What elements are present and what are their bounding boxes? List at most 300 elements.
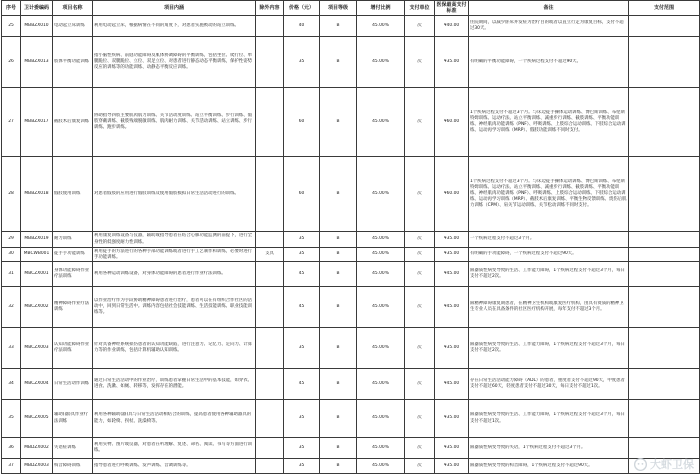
cell-text: 利用各种辅助(器)具与日常生活活动相结合的训练，提高患者使用各种辅助器具的能力，如轮椅、拐杖、洗澡椅等。	[94, 412, 252, 424]
cell-content	[93, 369, 256, 400]
table-row	[2, 400, 700, 438]
cell-name	[53, 328, 93, 369]
cell-text: 33	[8, 344, 14, 350]
cell-text: ¥35.00	[443, 444, 460, 450]
cell-text: 27	[8, 118, 14, 124]
medical-service-table	[1, 0, 700, 474]
cell-excluded	[256, 157, 284, 232]
cell-text: 29	[8, 236, 14, 242]
cell-text: 45.00%	[372, 118, 389, 124]
cell-text: 肢体平衡功能训练	[54, 58, 90, 64]
cell-text: 指导患者进行呼吸训练、发声训练、音调训练等。	[94, 462, 191, 468]
cell-text: 利用电动起立床，根据病情在不同的角度下，对患者实施被动的站立训练。	[94, 22, 239, 28]
cell-text: 一个疾病过程支付不超过3个月。	[470, 236, 535, 242]
table-row	[2, 232, 700, 248]
cell-unit	[405, 37, 435, 88]
cell-ratio	[357, 88, 405, 157]
cell-text: 60	[298, 190, 305, 196]
cell-content	[93, 248, 256, 262]
cell-text: 次	[417, 190, 422, 196]
cell-text: ¥35.00	[443, 462, 460, 468]
cell-grade	[320, 37, 357, 88]
cell-text: 电动起立床训练	[54, 22, 85, 28]
cell-text: MBCZX003	[24, 344, 49, 350]
cell-scope	[629, 262, 700, 287]
cell-no	[2, 328, 21, 369]
cell-text: 构音障碍训练	[54, 462, 81, 468]
table-row	[2, 248, 700, 262]
header-price: 价格（元）	[284, 1, 320, 16]
cell-text: B	[336, 190, 340, 196]
cell-remark	[469, 37, 629, 88]
cell-code	[21, 438, 53, 459]
cell-price	[284, 232, 320, 248]
cell-text: 45	[298, 270, 305, 276]
cell-text: ¥35.00	[443, 251, 460, 257]
cell-ratio	[357, 37, 405, 88]
cell-text: B	[336, 462, 340, 468]
table-row	[2, 16, 700, 37]
cell-excluded	[256, 459, 284, 474]
cell-content	[93, 157, 256, 232]
cell-text: 利用实物、图片或仪器，对患者在听理解、复述、命名、阅读、书写等方面进行训练。	[94, 441, 253, 453]
cell-code	[21, 16, 53, 37]
cell-text: 限器质性病变导致的失语，1个疾病过程支付不超过3个月。	[470, 444, 586, 450]
cell-ratio	[357, 287, 405, 328]
cell-text: 35	[298, 58, 305, 64]
cell-text: ¥60.00	[443, 190, 460, 196]
cell-text: 协助指导四肢主要肌肉肌力训练、关节活动度训练、站立平衡训练、步行训练、假肢穿戴训练、截肢残端脱敏训练、肌肉耐力训练、关节活动训练、站立训练、步行训练、跑步训练。	[94, 112, 253, 131]
cell-text: 次	[417, 415, 422, 421]
cell-text: 35	[8, 415, 14, 421]
cell-text: ¥35.00	[443, 236, 460, 242]
cell-price	[284, 262, 320, 287]
cell-excluded	[256, 400, 284, 438]
cell-text: 精神障碍作业疗法训练	[54, 300, 90, 312]
cell-code	[21, 248, 53, 262]
cell-text: B	[336, 236, 340, 242]
cell-unit	[405, 248, 435, 262]
cell-text: 35	[298, 444, 305, 450]
header-no: 序号	[2, 1, 21, 16]
cell-text: 利用各种运动训练设备，对身体功能障碍的患者进行作业疗法训练。	[94, 270, 226, 276]
cell-code	[21, 400, 53, 438]
table-row	[2, 459, 700, 474]
cell-price	[284, 400, 320, 438]
cell-text: 34	[8, 380, 14, 386]
cell-content	[93, 438, 256, 459]
cell-excluded	[256, 37, 284, 88]
cell-grade	[320, 232, 357, 248]
cell-text: 28	[8, 190, 14, 196]
cell-scope	[629, 88, 700, 157]
cell-text: B	[336, 380, 340, 386]
cell-remark	[469, 88, 629, 157]
cell-text: B	[336, 270, 340, 276]
header-grade: 项目等级	[320, 1, 357, 16]
cell-scope	[629, 369, 700, 400]
cell-no	[2, 262, 21, 287]
cell-text: 认知功能障碍作业疗法训练	[54, 341, 90, 353]
cell-text: ¥35.00	[443, 58, 460, 64]
cell-text: 失语症训练	[54, 444, 76, 450]
cell-text: 35	[298, 462, 305, 468]
cell-text: B	[336, 415, 340, 421]
cell-code	[21, 287, 53, 328]
cell-no	[2, 287, 21, 328]
cell-text: 次	[417, 462, 422, 468]
cell-text: MBBZX013	[24, 58, 49, 64]
cell-max-pay	[435, 262, 469, 287]
cell-max-pay	[435, 459, 469, 474]
cell-no	[2, 16, 21, 37]
cell-scope	[629, 287, 700, 328]
cell-text: 45.00%	[372, 462, 389, 468]
cell-name	[53, 157, 93, 232]
cell-text: ¥45.00	[443, 270, 460, 276]
cell-grade	[320, 88, 357, 157]
cell-code	[21, 88, 53, 157]
cell-ratio	[357, 157, 405, 232]
cell-code	[21, 232, 53, 248]
cell-text: 45.00%	[372, 444, 389, 450]
cell-code	[21, 262, 53, 287]
cell-remark	[469, 328, 629, 369]
cell-text: 利用康复训练设备与仪器，辅助或指导患者在结合心肺功能监测的前提下，进行全身性的低强度耐力性训练。	[94, 233, 253, 245]
cell-price	[284, 328, 320, 369]
header-name: 项目名称	[53, 1, 93, 16]
cell-text: B	[336, 444, 340, 450]
cell-no	[2, 88, 21, 157]
cell-text: 利用徒手的方法进行的各种手部功能训练或者进行手工艺制作和训练，必要时进行手功能训练。	[94, 248, 253, 260]
cell-text: MBDZX002	[24, 444, 49, 450]
cell-remark	[469, 157, 629, 232]
cell-text: 45.00%	[372, 251, 389, 257]
cell-text: 次	[417, 58, 422, 64]
cell-grade	[320, 287, 357, 328]
cell-text: 45	[298, 380, 305, 386]
cell-price	[284, 37, 320, 88]
cell-text: 45.00%	[372, 344, 389, 350]
cell-max-pay	[435, 16, 469, 37]
cell-content	[93, 400, 256, 438]
cell-text: 次	[417, 303, 422, 309]
cell-text: ¥40.00	[443, 22, 460, 28]
cell-text: MBCWB001	[23, 251, 50, 257]
cell-no	[2, 37, 21, 88]
cell-text: 耐力训练	[54, 236, 72, 242]
cell-text: ¥45.00	[443, 303, 460, 309]
table-row	[2, 438, 700, 459]
cell-grade	[320, 438, 357, 459]
cell-name	[53, 369, 93, 400]
cell-code	[21, 157, 53, 232]
cell-name	[53, 16, 93, 37]
cell-text: 次	[417, 344, 422, 350]
cell-text: 35	[298, 344, 305, 350]
cell-text: 45	[298, 303, 305, 309]
cell-unit	[405, 438, 435, 459]
cell-ratio	[357, 328, 405, 369]
cell-text: B	[336, 251, 340, 257]
cell-content	[93, 262, 256, 287]
cell-text: 次	[417, 22, 422, 28]
cell-text: 身体功能障碍作业疗法训练	[54, 267, 90, 279]
cell-text: 40	[298, 22, 305, 28]
cell-grade	[320, 157, 357, 232]
cell-scope	[629, 400, 700, 438]
cell-text: MBCZX002	[24, 303, 49, 309]
cell-no	[2, 369, 21, 400]
cell-text: 限精神障碍康复期患者，在精神卫生机构或康复医疗机构，由具有资质的精神卫生专业人员在具备条件的社区医疗机构开展，每年支付不超过3个月。	[470, 300, 624, 312]
cell-remark	[469, 369, 629, 400]
cell-grade	[320, 328, 357, 369]
cell-text: 35	[298, 236, 305, 242]
cell-text: B	[336, 118, 340, 124]
table-body	[2, 16, 700, 474]
cell-text: 45.00%	[372, 415, 389, 421]
cell-text: 45.00%	[372, 236, 389, 242]
cell-unit	[405, 328, 435, 369]
cell-remark	[469, 16, 629, 37]
cell-name	[53, 88, 93, 157]
cell-excluded	[256, 328, 284, 369]
cell-no	[2, 248, 21, 262]
cell-text: 37	[8, 462, 14, 468]
cell-name	[53, 459, 93, 474]
cell-text: 25	[8, 22, 14, 28]
cell-text: 45.00%	[372, 380, 389, 386]
cell-text: 有明确的平衡功能障碍，一个疾病过程支付不超过90天。	[470, 58, 581, 64]
cell-text: 日常生活动作训练	[54, 380, 90, 386]
table-row	[2, 37, 700, 88]
cell-code	[21, 37, 53, 88]
header-scope: 支付范围	[629, 1, 700, 16]
watermark-text: 大虾卫保	[650, 458, 694, 471]
cell-text: 存在日常生活活动能力障碍（ADL）的患者，重度者支付不超过90天，中度患者支付不超过60天，轻度患者支付不超过30天，每日支付不超过1次。	[470, 377, 625, 389]
cell-text: 次	[417, 236, 422, 242]
cell-unit	[405, 232, 435, 248]
cell-text: 31	[8, 270, 14, 276]
cell-text: 45.00%	[372, 58, 389, 64]
wechat-icon	[634, 458, 647, 471]
cell-text: 指小脑性疾病、前庭功能障碍及肌体协调障碍的平衡训练，包括坐位、爬行位、单腿跪位、双腿跪位、立位、双足立位、对患者进行静态动态平衡训练，保护性姿势反应的训练等的功能训练、动静态平衡反应训练。	[94, 52, 253, 71]
cell-remark	[469, 287, 629, 328]
cell-name	[53, 232, 93, 248]
cell-ratio	[357, 459, 405, 474]
cell-text: 30	[8, 251, 14, 257]
cell-content	[93, 232, 256, 248]
cell-scope	[629, 16, 700, 37]
cell-no	[2, 232, 21, 248]
cell-excluded	[256, 232, 284, 248]
cell-text: 截肢术后康复训练	[54, 118, 90, 124]
cell-text: 限器质性病变导致的生活、工作能力障碍，1个疾病过程支付不超过3个月，每日支付不超过1次。	[470, 412, 625, 424]
cell-text: 1个疾病过程支付不超过3个月。与床边徒手操体运动训练、博巴斯训练、布伦斯特姆训练、运动疗法、站立平衡训练、减重步行训练、截肢训练、平衡功能训练、神经肌肉功能训练（PNF）、呼吸训练、上肢综合运动训练、下肢综合运动训练、运动再学习训练（MRP）、截肢术后康复训练、平衡生物反馈训练、烧伤后肌力训练（CPM）、肩关节运动训练、关节松动训练不同时支付。	[470, 178, 627, 209]
cell-max-pay	[435, 287, 469, 328]
cell-text: 对患者假肢的应用进行假肢训练及使用假肢模拟日常生活活动进行的训练。	[94, 190, 239, 196]
cell-max-pay	[435, 88, 469, 157]
table-row	[2, 262, 700, 287]
cell-excluded	[256, 369, 284, 400]
cell-scope	[629, 232, 700, 248]
table-row	[2, 328, 700, 369]
cell-text: 35	[298, 415, 305, 421]
cell-price	[284, 459, 320, 474]
cell-content	[93, 88, 256, 157]
cell-text: 假肢使用训练	[54, 190, 81, 196]
cell-text: 辅助(器)具作业疗法训练	[54, 412, 89, 424]
cell-text: MBBZX018	[24, 190, 49, 196]
table-row	[2, 287, 700, 328]
cell-ratio	[357, 438, 405, 459]
cell-text: 次	[417, 118, 422, 124]
cell-unit	[405, 16, 435, 37]
cell-no	[2, 157, 21, 232]
cell-text: MBBZX010	[24, 22, 49, 28]
header-ratio: 增付比例	[357, 1, 405, 16]
cell-text: 限器质性病变导致的构音障碍，1个疾病过程支付不超过90天。	[470, 462, 593, 468]
cell-name	[53, 438, 93, 459]
cell-text: B	[336, 344, 340, 350]
cell-name	[53, 400, 93, 438]
cell-unit	[405, 369, 435, 400]
cell-text: ¥35.00	[443, 344, 460, 350]
cell-code	[21, 459, 53, 474]
cell-price	[284, 438, 320, 459]
cell-excluded	[256, 16, 284, 37]
cell-code	[21, 369, 53, 400]
cell-unit	[405, 400, 435, 438]
cell-text: 36	[8, 444, 14, 450]
cell-text: 限器质性病变导致的生活、工作能力障碍，1个疾病过程支付不超过3个月，每日支付不超过2次。	[470, 341, 625, 353]
table-header-row	[2, 1, 700, 16]
cell-ratio	[357, 262, 405, 287]
cell-text: MBCZX005	[24, 415, 49, 421]
table-row	[2, 369, 700, 400]
cell-unit	[405, 459, 435, 474]
cell-text: 限器质性病变导致的生活、工作能力障碍，1个疾病过程支付不超过3个月，每日支付不超过2次。	[470, 267, 625, 279]
watermark	[634, 456, 694, 472]
cell-text: 45.00%	[372, 22, 389, 28]
cell-text: MBCZX004	[24, 380, 49, 386]
header-max-pay: 医保最高支付标准	[436, 1, 467, 14]
cell-content	[93, 328, 256, 369]
cell-content	[93, 459, 256, 474]
cell-text: 1个疾病过程支付不超过3个月。与床边徒手操体运动训练、博巴斯训练、布伦斯特姆训练、运动疗法、站立平衡训练、减重步行训练、截肢训练、平衡功能训练、神经肌肉功能训练（PNF）、呼吸训练、上肢综合运动训练、下肢综合运动训练、运动再学习训练（MRP）、假肢功能训练不同时支付。	[470, 109, 626, 134]
cell-text: 住院期间，以减少卧床并发症为治疗目的或者以直立行走为康复目标，支付不超过30天。	[470, 19, 624, 31]
cell-text: B	[336, 303, 340, 309]
cell-remark	[469, 232, 629, 248]
cell-text: 45.00%	[372, 270, 389, 276]
cell-excluded	[256, 248, 284, 262]
cell-ratio	[357, 248, 405, 262]
cell-text: MBBZX017	[24, 118, 49, 124]
header-unit: 支付单位	[405, 1, 435, 16]
cell-text: 支具	[265, 251, 274, 257]
header-remark: 备注	[469, 1, 629, 16]
cell-text: B	[336, 22, 340, 28]
cell-price	[284, 16, 320, 37]
cell-price	[284, 287, 320, 328]
cell-text: 26	[8, 58, 14, 64]
cell-text: 45.00%	[372, 303, 389, 309]
cell-text: 次	[417, 270, 422, 276]
cell-text: 次	[417, 380, 422, 386]
header-content: 项目内涵	[93, 1, 256, 16]
table-row	[2, 88, 700, 157]
cell-name	[53, 248, 93, 262]
cell-grade	[320, 459, 357, 474]
cell-max-pay	[435, 248, 469, 262]
cell-content	[93, 37, 256, 88]
cell-text: 针对具备神经系统损伤患者的认知功能缺陷，进行注意力、记忆力、定向力、计算力等的作业训练，包括计算机辅助认知训练。	[94, 341, 253, 353]
cell-grade	[320, 262, 357, 287]
cell-text: 次	[417, 251, 422, 257]
cell-excluded	[256, 438, 284, 459]
cell-text: 60	[298, 118, 305, 124]
cell-no	[2, 438, 21, 459]
cell-excluded	[256, 262, 284, 287]
cell-text: 徒手手功能训练	[54, 251, 85, 257]
cell-name	[53, 287, 93, 328]
cell-code	[21, 328, 53, 369]
header-excluded: 除外内容	[256, 1, 284, 16]
table-row	[2, 157, 700, 232]
cell-max-pay	[435, 438, 469, 459]
cell-text: 45.00%	[372, 190, 389, 196]
cell-text: 以作业治疗作为手段协助精神障碍患者进行治疗，患者可以在有组织合作社区的活动中，回到日常生活中。训练内容包括社会技能训练、生活技能训练、职业技能训练等。	[94, 297, 253, 316]
cell-remark	[469, 459, 629, 474]
cell-ratio	[357, 369, 405, 400]
cell-name	[53, 262, 93, 287]
cell-excluded	[256, 88, 284, 157]
cell-price	[284, 88, 320, 157]
cell-no	[2, 400, 21, 438]
cell-unit	[405, 88, 435, 157]
cell-grade	[320, 369, 357, 400]
cell-text: 通过日常生活活动中的作业治疗，训练患者掌握日常生活中的基本技能，如穿衣、进食、洗漱、如厕、转移等，发挥存在的潜能。	[94, 377, 253, 389]
cell-text: ¥60.00	[443, 118, 460, 124]
cell-excluded	[256, 287, 284, 328]
cell-text: MBCZX001	[24, 270, 49, 276]
cell-price	[284, 157, 320, 232]
cell-text: MBBZX019	[24, 236, 49, 242]
cell-text: 35	[298, 251, 305, 257]
cell-scope	[629, 328, 700, 369]
cell-scope	[629, 37, 700, 88]
cell-max-pay	[435, 157, 469, 232]
cell-max-pay	[435, 328, 469, 369]
cell-grade	[320, 400, 357, 438]
header-code: 卫计委编码	[21, 1, 53, 16]
cell-max-pay	[435, 400, 469, 438]
cell-unit	[405, 262, 435, 287]
cell-ratio	[357, 232, 405, 248]
cell-price	[284, 248, 320, 262]
cell-grade	[320, 248, 357, 262]
cell-text: ¥45.00	[443, 380, 460, 386]
cell-content	[93, 16, 256, 37]
cell-max-pay	[435, 232, 469, 248]
cell-remark	[469, 262, 629, 287]
cell-text: 次	[417, 444, 422, 450]
cell-no	[2, 459, 21, 474]
cell-remark	[469, 438, 629, 459]
cell-max-pay	[435, 369, 469, 400]
cell-scope	[629, 157, 700, 232]
cell-scope	[629, 248, 700, 262]
